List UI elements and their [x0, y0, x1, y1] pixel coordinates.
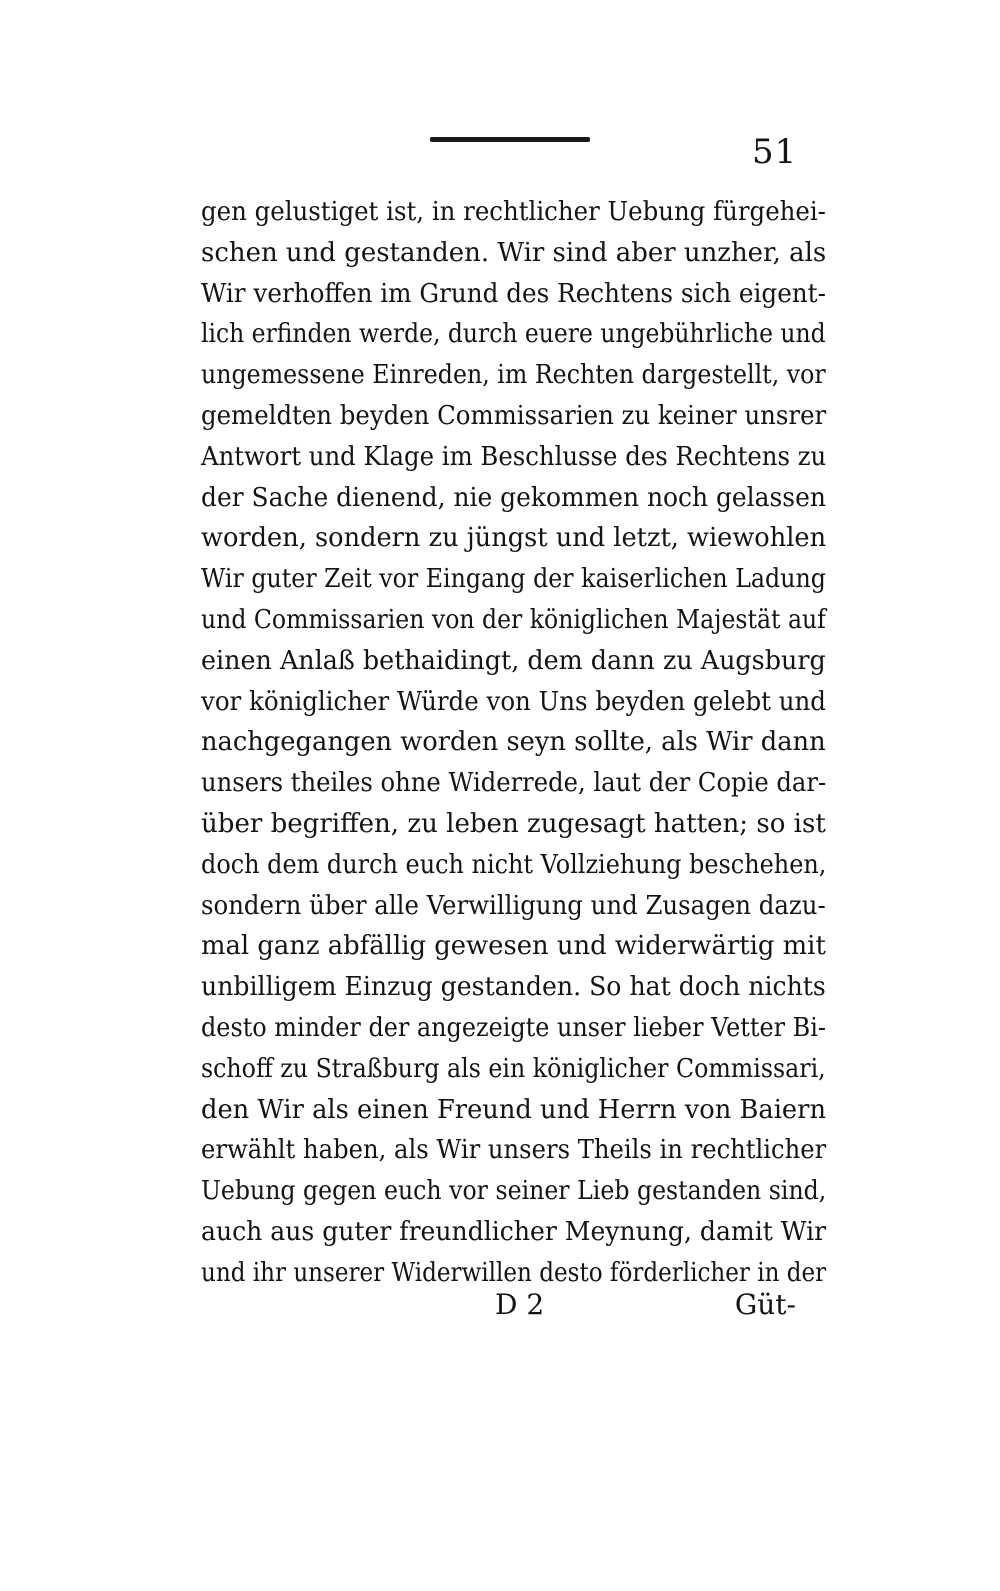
text-line: worden, sondern zu jüngst und letzt, wiewohlen	[201, 523, 827, 554]
text-line: nachgegangen worden seyn sollte, als Wir dann	[201, 727, 826, 758]
text-line: lich erfinden werde, durch euere ungebührliche und	[201, 319, 826, 350]
text-line: erwählt haben, als Wir unsers Theils in rechtlicher	[201, 1135, 827, 1166]
text-line: doch dem durch euch nicht Vollziehung beschehen,	[201, 849, 827, 880]
text-line: mal ganz abfällig gewesen und widerwärtig mit	[201, 931, 826, 962]
body-text	[201, 192, 826, 1294]
text-line: unsers theiles ohne Widerrede, laut der Copie dar-	[201, 768, 827, 799]
text-line: gemeldten beyden Commissarien zu keiner unsrer	[201, 400, 827, 431]
text-line: und Commissarien von der königlichen Majestät auf	[201, 604, 826, 635]
text-line: ungemessene Einreden, im Rechten dargestellt, vor	[201, 360, 826, 391]
text-line: vor königlicher Würde von Uns beyden gelebt und	[201, 686, 826, 717]
text-line: schoff zu Straßburg als ein königlicher Commissari,	[201, 1053, 826, 1084]
text-line: gen gelustiget ist, in rechtlicher Uebung fürgehei-	[201, 197, 826, 227]
text-line: Wir guter Zeit vor Eingang der kaiserlichen Ladung	[201, 564, 826, 595]
signature-mark: D 2	[495, 1288, 545, 1321]
page-number: 51	[752, 132, 798, 172]
text-line: Uebung gegen euch vor seiner Lieb gestanden sind,	[201, 1176, 827, 1207]
text-line: unbilligem Einzug gestanden. So hat doch nichts	[201, 972, 826, 1003]
catchword: Güt-	[734, 1288, 796, 1321]
text-line: Wir verhoffen im Grund des Rechtens sich eigent-	[201, 278, 826, 309]
text-line: desto minder der angezeigte unser lieber Vetter Bi-	[201, 1012, 826, 1043]
text-line: schen und gestanden. Wir sind aber unzher, als	[201, 237, 827, 268]
text-line: sondern über alle Verwilligung und Zusagen dazu-	[201, 890, 826, 921]
page-footer	[201, 1283, 826, 1327]
text-line: über begriffen, zu leben zugesagt hatten; so ist	[201, 808, 826, 839]
header-rule	[430, 137, 590, 142]
text-line: der Sache dienend, nie gekommen noch gelassen	[201, 482, 826, 513]
text-line: Antwort und Klage im Beschlusse des Rechtens zu	[201, 441, 827, 472]
text-line: und ihr unserer Widerwillen desto förderlicher in der	[201, 1257, 827, 1288]
text-line: auch aus guter freundlicher Meynung, damit Wir	[201, 1216, 827, 1247]
text-line: den Wir als einen Freund und Herrn von Baiern	[201, 1094, 826, 1125]
text-line: einen Anlaß bethaidingt, dem dann zu Augsburg	[201, 645, 826, 676]
